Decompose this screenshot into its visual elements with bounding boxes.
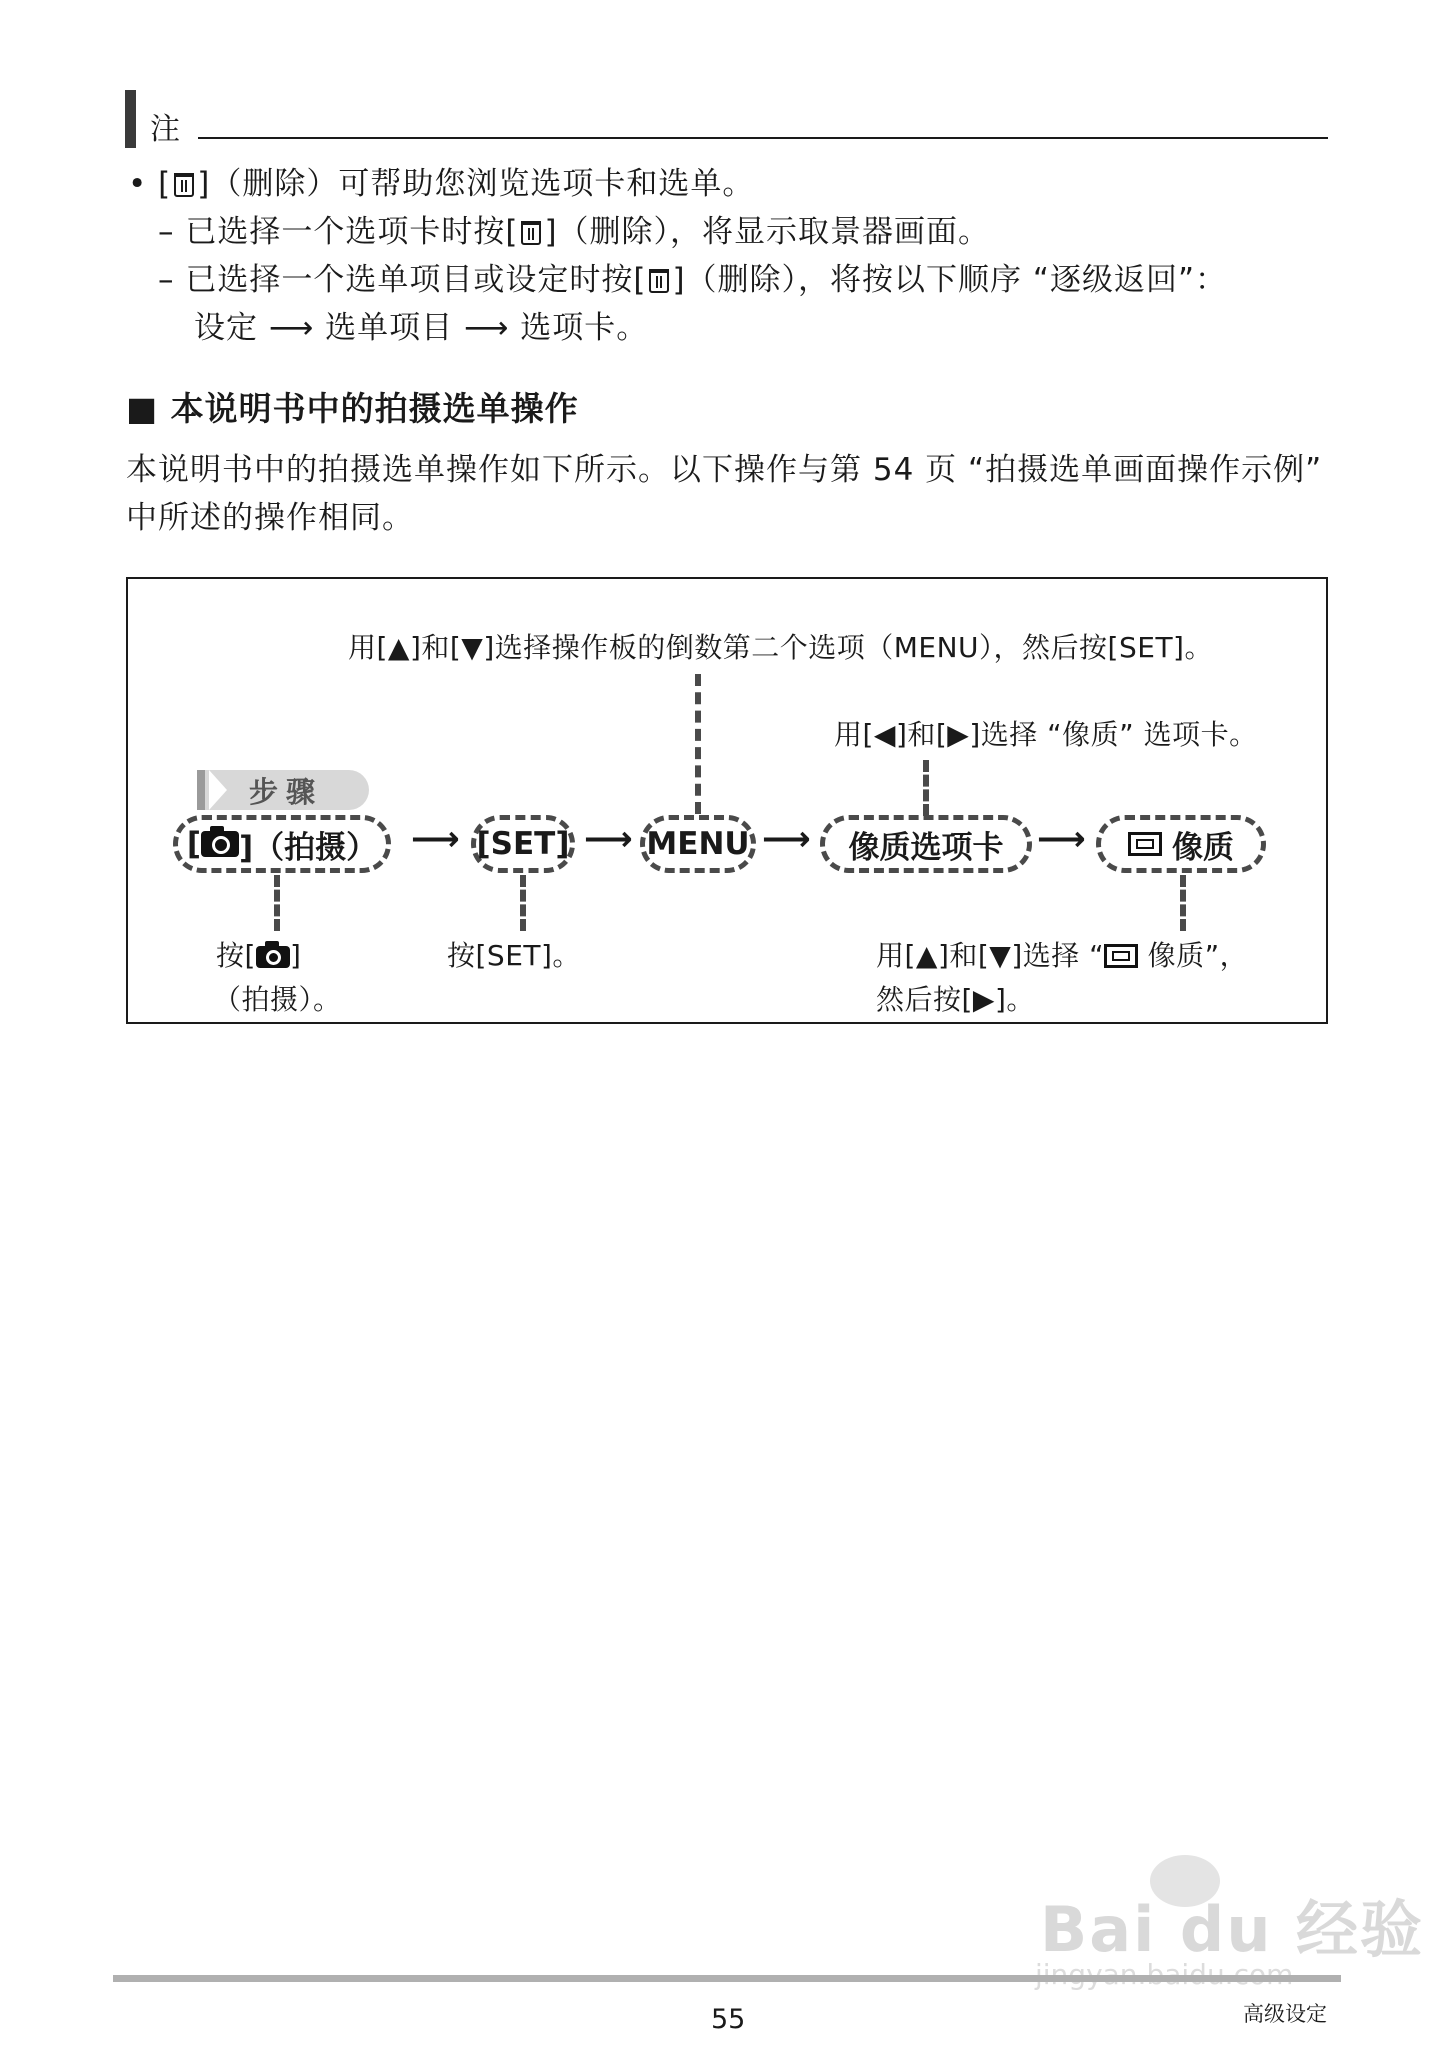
note-sub-2 (158, 254, 1227, 299)
camera-icon (256, 946, 290, 968)
note-sub-2-post: ]（删除），将按以下顺序 “逐级返回”： (672, 262, 1228, 298)
connector-menu (695, 674, 701, 814)
section-heading: ■ 本说明书中的拍摄选单操作 (126, 389, 579, 428)
quality-icon (1128, 832, 1162, 856)
flow-arrow-3: ⟶ (762, 819, 811, 859)
step-camera-post: ]（拍摄） (239, 829, 378, 866)
flow-arrow-1: ⟶ (411, 819, 460, 859)
diagram-tab-instruction: 用[◀]和[▶]选择 “像质” 选项卡。 (834, 718, 1258, 751)
camera-icon (201, 831, 239, 857)
note-bar (125, 90, 136, 148)
connector-set (520, 875, 526, 931)
footer-bar (113, 1975, 1341, 1982)
note-sub-1-pre: – 已选择一个选项卡时按[ (158, 214, 519, 250)
connector-tab (923, 760, 929, 816)
note-bullet-1-post: ]（删除）可帮助您浏览选项卡和选单。 (197, 166, 755, 202)
step-set: [SET] (471, 815, 575, 873)
caption-quality-post: 像质”， (1138, 939, 1249, 972)
trash-icon (649, 269, 669, 293)
page-number: 55 (711, 2004, 746, 2035)
step-quality-tab: 像质选项卡 (820, 815, 1032, 873)
caption-camera-pre: 按[ (216, 939, 256, 972)
connector-quality (1180, 875, 1186, 931)
step-menu: MENU (640, 815, 756, 873)
steps-label: 步骤 (249, 774, 324, 809)
step-quality-label: 像质 (1172, 829, 1234, 866)
caption-set: 按[SET]。 (447, 939, 581, 972)
note-sub-1-post: ]（删除），将显示取景器画面。 (544, 214, 991, 250)
section-para-line-1: 本说明书中的拍摄选单操作如下所示。以下操作与第 54 页 “拍摄选单画面操作示例” (126, 452, 1323, 488)
note-sub-2-line-2: 设定 ⟶ 选单项目 ⟶ 选项卡。 (194, 310, 649, 346)
caption-camera-post: ] (289, 939, 302, 972)
note-rule (198, 137, 1328, 139)
flow-arrow-2: ⟶ (584, 819, 633, 859)
caption-quality-pre: 用[▲]和[▼]选择 “ (876, 939, 1105, 972)
caption-camera-line-2: （拍摄）。 (213, 983, 342, 1016)
quality-icon (1104, 944, 1138, 968)
caption-camera (216, 934, 301, 974)
diagram-top-instruction: 用[▲]和[▼]选择操作板的倒数第二个选项（MENU），然后按[SET]。 (348, 631, 1213, 664)
trash-icon (174, 173, 194, 197)
note-sub-2-pre: – 已选择一个选单项目或设定时按[ (158, 262, 647, 298)
flow-arrow-4: ⟶ (1037, 819, 1086, 859)
section-para-line-2: 中所述的操作相同。 (126, 500, 414, 536)
steps-tab (197, 770, 369, 810)
footer-section-label: 高级设定 (1243, 2002, 1327, 2026)
note-bullet-1 (128, 158, 754, 203)
trash-icon (521, 221, 541, 245)
note-bullet-1-pre: • [ (128, 166, 172, 202)
caption-quality (876, 934, 1248, 974)
steps-chevron-icon (209, 770, 227, 810)
caption-quality-line-2: 然后按[▶]。 (876, 983, 1035, 1016)
connector-camera (274, 875, 280, 931)
note-label: 注 (150, 112, 180, 147)
step-camera-pre: [ (186, 826, 201, 862)
step-quality (1096, 815, 1266, 873)
note-sub-1 (158, 206, 990, 251)
watermark-brand: Bai du 经验 (1040, 1893, 1425, 1966)
step-camera (173, 815, 391, 873)
